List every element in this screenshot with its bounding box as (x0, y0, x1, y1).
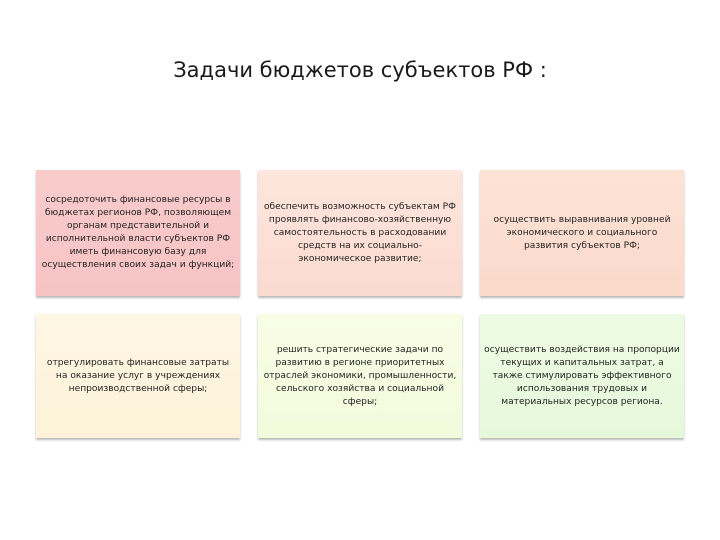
task-card-3-text: осуществить выравнивания уровней экономического и социального развития субъектов РФ; (493, 214, 671, 251)
task-card-2 (258, 170, 462, 296)
task-card-5 (258, 314, 462, 438)
task-card-5-text: решить стратегические задачи по развитию в регионе приоритетных отраслей экономики, промышленности, сельского хозяйства и социальной сферы; (263, 344, 457, 407)
tasks-grid (36, 170, 684, 440)
task-card-3 (480, 170, 684, 296)
task-card-1-text: сосредоточить финансовые ресурсы в бюджетах регионов РФ, позволяющем органам представительной и исполнительной власти субъектов РФ иметь финансовую базу для осуществления своих задач и функций; (41, 195, 235, 270)
task-card-6-text: осуществить воздействия на пропорции текущих и капитальных затрат, а также стимулировать эффективного использования трудовых и материальных ресурсов региона. (484, 344, 680, 407)
slide-title: Задачи бюджетов субъектов РФ : (173, 58, 547, 82)
task-card-4-text: отрегулировать финансовые затраты на оказание услуг в учреждениях непроизводственной сферы; (46, 357, 230, 394)
task-card-2-text: обеспечить возможность субъектам РФ проявлять финансово-хозяйственную самостоятельность в расходовании средств на их социально-экономическое развитие; (263, 201, 456, 264)
task-card-1 (36, 170, 240, 296)
task-card-4 (36, 314, 240, 438)
task-card-6 (480, 314, 684, 438)
